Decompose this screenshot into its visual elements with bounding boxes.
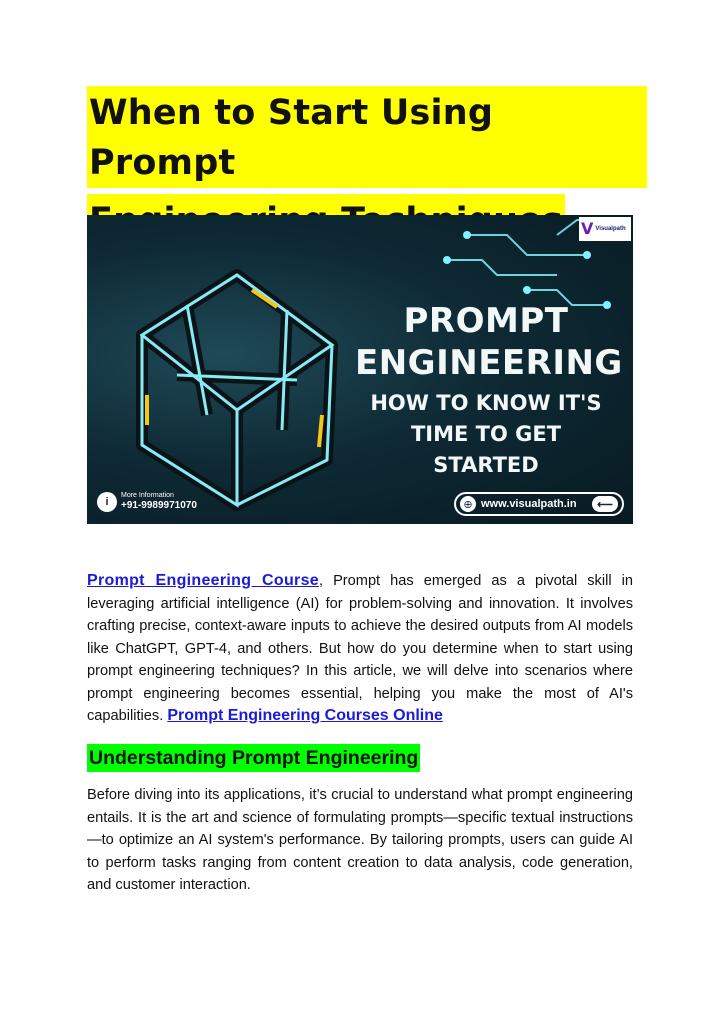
info-icon: i [97,492,117,512]
banner-headline-1: PROMPT [403,301,569,341]
website-pill [454,492,624,516]
intro-text: , Prompt has emerged as a pivotal skill in leveraging artificial intelligence (AI) for problem-solving and innovation. It involves crafting precise, context-aware inputs to achieve the desired outputs from AI models like ChatGPT, GPT-4, and others. But how do you determine when to start using prompt engineering techniques? In this article, we will delve into scenarios where prompt engineering becomes essential, helping you make the most of AI's capabilities. [87,573,633,724]
banner-headline [355,300,623,481]
title-line-1: When to Start Using Prompt [87,86,647,188]
prompt-engineering-courses-online-link[interactable]: Prompt Engineering Courses Online [167,707,443,724]
website-url: www.visualpath.in [481,498,577,510]
section-paragraph: Before diving into its applications, it’s crucial to understand what prompt engineering entails. It is the art and science of formulating prompts—specific textual instructions—to optimize an AI system's performance. By tailoring prompts, users can guide AI to perform tasks ranging from content creation to data analysis, code generation, and customer interaction. [87,787,633,893]
intro-paragraph [87,570,633,728]
globe-icon: ⊕ [460,496,476,512]
hero-banner [87,215,633,524]
banner-subhead-2: TIME TO GET STARTED [410,422,562,477]
banner-headline-2: ENGINEERING [355,343,623,383]
visualpath-logo [579,217,631,241]
contact-label: More Information [121,492,174,499]
banner-subhead-1: HOW TO KNOW IT'S [370,391,602,415]
contact-phone: +91-9989971070 [121,500,197,511]
prompt-engineering-course-link[interactable]: Prompt Engineering Course [87,572,319,589]
section-heading: Understanding Prompt Engineering [87,744,420,772]
arrow-left-icon: ⟵ [592,496,618,512]
contact-info [97,491,197,512]
logo-text: Visualpath [595,226,626,232]
logo-mark-icon: V [581,219,594,238]
